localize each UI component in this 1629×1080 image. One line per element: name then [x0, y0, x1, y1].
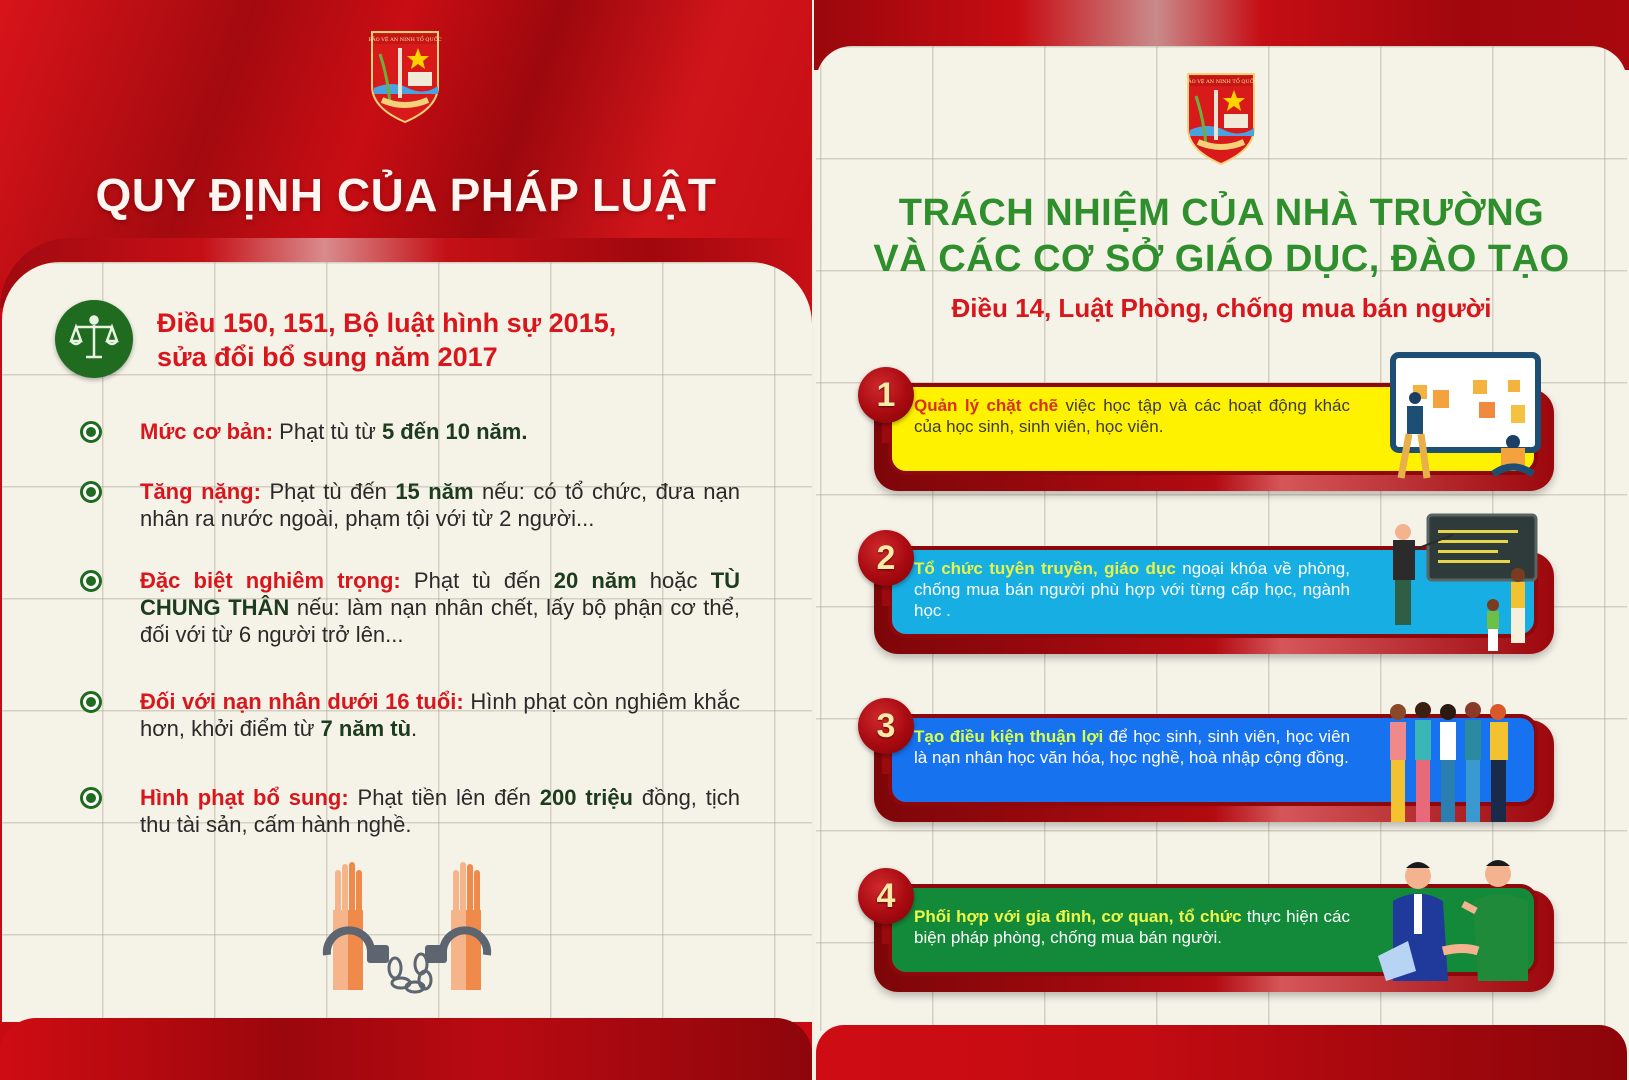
police-emblem-icon	[1184, 70, 1258, 166]
handshake-people-icon	[1368, 856, 1543, 981]
penalty-item-additional: Hình phạt bổ sung: Phạt tiền lên đến 200 triệu đồng, tịch thu tài sản, cấm hành nghề.	[80, 784, 740, 838]
task-board-people-icon	[1383, 350, 1543, 485]
bullet-icon	[80, 481, 102, 503]
number-badge: 1	[858, 367, 914, 423]
bullet-icon	[80, 787, 102, 809]
police-emblem-icon	[368, 28, 442, 124]
responsibility-card-4	[858, 876, 1558, 996]
handcuffed-hands-icon	[305, 850, 505, 1005]
number-badge: 4	[858, 868, 914, 924]
penalty-item-minor-victim: Đối với nạn nhân dưới 16 tuổi: Hình phạt còn nghiêm khắc hơn, khởi điểm từ 7 năm tù.	[80, 688, 740, 742]
responsibility-card-1	[858, 375, 1558, 495]
svg-text:BẢO VỆ AN NINH TỔ QUỐC: BẢO VỆ AN NINH TỔ QUỐC	[1184, 79, 1258, 85]
right-footer-band	[816, 1025, 1627, 1080]
right-title-line2: VÀ CÁC CƠ SỞ GIÁO DỤC, ĐÀO TẠO	[873, 238, 1570, 280]
card-description: Tổ chức tuyên truyền, giáo dục ngoại khóa về phòng, chống mua bán người phù hợp với từng cấp học, ngành học .	[914, 559, 1350, 620]
law-reference-line2: sửa đổi bổ sung năm 2017	[157, 342, 498, 372]
bullet-icon	[80, 421, 102, 443]
penalty-item-basic: Mức cơ bản: Phạt tù từ 5 đến 10 năm.	[80, 418, 740, 445]
group-of-students-icon	[1378, 700, 1538, 825]
left-footer-band	[0, 1018, 812, 1080]
responsibility-card-3	[858, 706, 1558, 826]
bullet-icon	[80, 691, 102, 713]
right-subtitle: Điều 14, Luật Phòng, chống mua bán người	[951, 293, 1492, 323]
left-title: QUY ĐỊNH CỦA PHÁP LUẬT	[95, 169, 717, 221]
right-title	[814, 190, 1629, 282]
right-title-line1: TRÁCH NHIỆM CỦA NHÀ TRƯỜNG	[898, 192, 1545, 234]
card-description: Tạo điều kiện thuận lợi để học sinh, sinh viên, học viên là nạn nhân học văn hóa, học nghề, hoà nhập cộng đồng.	[914, 727, 1350, 767]
penalty-item-aggravated: Tăng nặng: Phạt tù đến 15 năm nếu: có tổ chức, đưa nạn nhân ra nước ngoài, phạm tội với từ 2 người...	[80, 478, 740, 532]
card-description: Quản lý chặt chẽ việc học tập và các hoạt động khác của học sinh, sinh viên, học viên.	[914, 396, 1350, 436]
left-panel	[0, 0, 812, 1080]
teacher-blackboard-icon	[1383, 510, 1543, 660]
card-description: Phối hợp với gia đình, cơ quan, tổ chức thực hiện các biện pháp phòng, chống mua bán người.	[914, 907, 1351, 947]
number-badge: 3	[858, 698, 914, 754]
svg-text:BẢO VỆ AN NINH TỔ QUỐC: BẢO VỆ AN NINH TỔ QUỐC	[368, 37, 442, 43]
right-panel	[814, 0, 1629, 1080]
bullet-icon	[80, 570, 102, 592]
number-badge: 2	[858, 530, 914, 586]
law-reference-line1: Điều 150, 151, Bộ luật hình sự 2015,	[157, 308, 617, 338]
scales-of-justice-icon	[55, 300, 133, 378]
responsibility-card-2	[858, 538, 1558, 658]
law-reference	[157, 306, 616, 374]
penalty-item-especially-serious: Đặc biệt nghiêm trọng: Phạt tù đến 20 năm hoặc TÙ CHUNG THÂN nếu: làm nạn nhân chết, lấy bộ phận cơ thể, đối với từ 6 người trở lên...	[80, 567, 740, 648]
